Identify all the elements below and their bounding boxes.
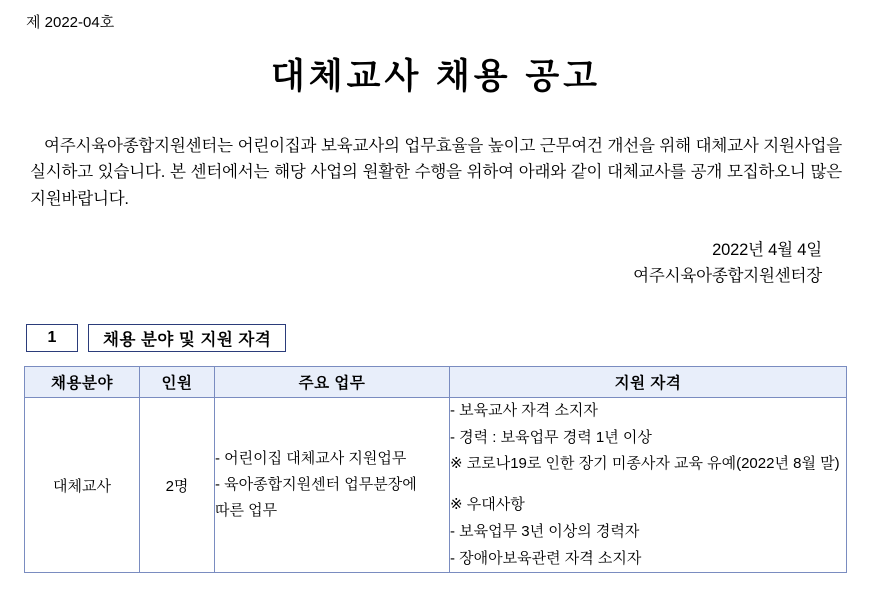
duty-item: - 육아종합지원센터 업무분장에	[215, 476, 417, 494]
cell-field: 대체교사	[25, 398, 140, 573]
section-header	[26, 324, 848, 352]
page-title: 대체교사 채용 공고	[271, 57, 601, 96]
issuer-name: 여주시육아종합지원센터장	[633, 267, 822, 286]
cell-duties	[215, 398, 450, 573]
column-header-qualifications: 지원 자격	[450, 367, 847, 398]
spacer	[450, 478, 846, 492]
column-header-duties: 주요 업무	[215, 367, 450, 398]
cell-qualifications	[450, 398, 847, 573]
qualification-item: - 경력 : 보육업무 경력 1년 이상	[450, 428, 652, 446]
duty-item: 따른 업무	[215, 502, 278, 520]
section-number: 1	[26, 324, 78, 352]
issue-date: 2022년 4월 4일	[712, 240, 822, 259]
preferred-item: - 장애아보육관련 자격 소지자	[450, 549, 642, 567]
qualification-item: - 보육교사 자격 소지자	[450, 402, 598, 420]
table-row	[25, 398, 847, 573]
preferred-item: - 보육업무 3년 이상의 경력자	[450, 522, 640, 540]
intro-paragraph: 여주시육아종합지원센터는 어린이집과 보육교사의 업무효율을 높이고 근무여건 개선을 위해 대체교사 지원사업을 실시하고 있습니다. 본 센터에서는 해당 사업의 원활한 수행을 위하여 아래와 같이 대체교사를 공개 모집하오니 많은 지원바랍니다.	[30, 136, 842, 208]
column-header-field: 채용분야	[25, 367, 140, 398]
recruitment-table	[24, 366, 847, 573]
column-header-count: 인원	[140, 367, 215, 398]
cell-count: 2명	[140, 398, 215, 573]
table-header-row	[25, 367, 847, 398]
document-number: 제 2022-04호	[26, 14, 115, 31]
preferred-heading: ※ 우대사항	[450, 496, 525, 514]
section-title: 채용 분야 및 지원 자격	[88, 324, 286, 352]
qualification-note: ※ 코로나19로 인한 장기 미종사자 교육 유예(2022년 8월 말)	[450, 455, 840, 473]
signature-block	[24, 237, 848, 290]
duty-item: - 어린이집 대체교사 지원업무	[215, 449, 407, 467]
